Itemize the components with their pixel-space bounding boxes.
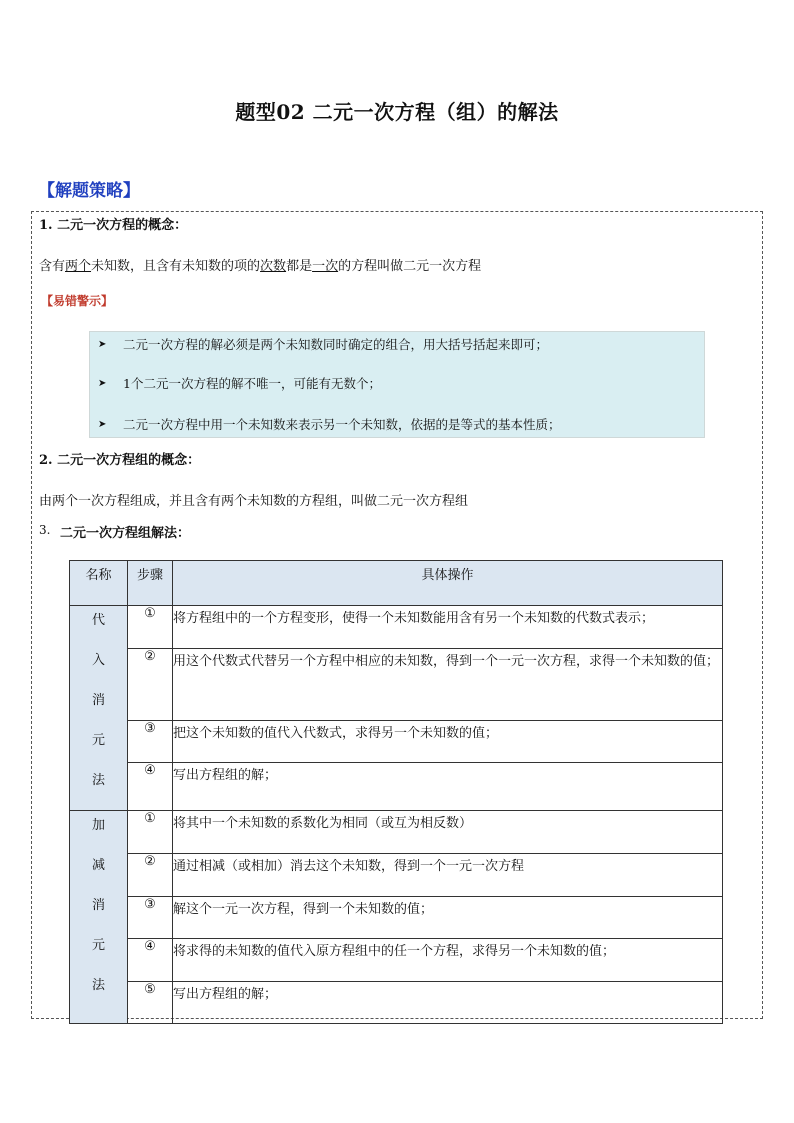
def-part-underlined: 次数 bbox=[260, 259, 287, 274]
step-number: ① bbox=[128, 606, 173, 649]
step-operation: 将求得的未知数的值代入原方程组中的任一个方程，求得另一个未知数的值； bbox=[173, 939, 723, 982]
arrow-bullet-icon: ➤ bbox=[98, 378, 107, 389]
step-number: ④ bbox=[128, 763, 173, 811]
note-text: 1个二元一次方程的解不唯一，可能有无数个； bbox=[123, 376, 381, 391]
header-step: 步骤 bbox=[128, 561, 173, 606]
methods-table bbox=[69, 560, 723, 1024]
table-row bbox=[70, 649, 723, 721]
arrow-bullet-icon: ➤ bbox=[98, 419, 107, 430]
arrow-bullet-icon: ➤ bbox=[98, 339, 107, 350]
warning-label: 【易错警示】 bbox=[41, 294, 114, 308]
def-part: 的方程叫做二元一次方程 bbox=[338, 259, 482, 274]
strategy-label: 【解题策略】 bbox=[38, 181, 140, 201]
step-operation: 将方程组中的一个方程变形，使得一个未知数能用含有另一个未知数的代数式表示； bbox=[173, 606, 723, 649]
section3-number: 3. bbox=[39, 523, 51, 537]
table-row bbox=[70, 721, 723, 763]
def-part-underlined: 两个 bbox=[65, 259, 92, 274]
step-operation: 把这个未知数的值代入代数式，求得另一个未知数的值； bbox=[173, 721, 723, 763]
step-operation: 写出方程组的解； bbox=[173, 982, 723, 1024]
def-part: 含有 bbox=[39, 259, 66, 274]
section3-heading: 二元一次方程组解法： bbox=[60, 526, 191, 541]
table-header-row bbox=[70, 561, 723, 606]
step-number: ② bbox=[128, 649, 173, 721]
section2-definition: 由两个一次方程组成，并且含有两个未知数的方程组，叫做二元一次方程组 bbox=[39, 494, 469, 509]
def-part: 都是 bbox=[286, 259, 313, 274]
table-row bbox=[70, 897, 723, 939]
page-title: 题型02 二元一次方程（组）的解法 bbox=[235, 100, 559, 124]
section1-definition bbox=[39, 255, 481, 274]
step-operation: 用这个代数式代替另一个方程中相应的未知数，得到一个一元一次方程，求得一个未知数的值； bbox=[173, 649, 723, 721]
section1-heading: 1. 二元一次方程的概念： bbox=[39, 218, 188, 233]
note-text: 二元一次方程中用一个未知数来表示另一个未知数，依据的是等式的基本性质； bbox=[123, 417, 561, 432]
step-number: ④ bbox=[128, 939, 173, 982]
def-part: 未知数，且含有未知数的项的 bbox=[91, 259, 261, 274]
table-row bbox=[70, 811, 723, 854]
warning-notes-box bbox=[89, 331, 705, 438]
table-row bbox=[70, 854, 723, 897]
step-operation: 通过相减（或相加）消去这个未知数，得到一个一元一次方程 bbox=[173, 854, 723, 897]
table-row bbox=[70, 763, 723, 811]
step-number: ③ bbox=[128, 897, 173, 939]
step-number: ① bbox=[128, 811, 173, 854]
table-row bbox=[70, 982, 723, 1024]
table-row bbox=[70, 939, 723, 982]
section2-heading: 2. 二元一次方程组的概念： bbox=[39, 453, 201, 468]
def-part-underlined: 一次 bbox=[312, 259, 339, 274]
step-operation: 解这个一元一次方程，得到一个未知数的值； bbox=[173, 897, 723, 939]
method-name-substitution: 代 入 消 元 法 bbox=[70, 606, 128, 811]
note-text: 二元一次方程的解必须是两个未知数同时确定的组合，用大括号括起来即可； bbox=[123, 337, 549, 352]
step-operation: 将其中一个未知数的系数化为相同（或互为相反数） bbox=[173, 811, 723, 854]
step-number: ③ bbox=[128, 721, 173, 763]
step-operation: 写出方程组的解； bbox=[173, 763, 723, 811]
method-name-elimination: 加 减 消 元 法 bbox=[70, 811, 128, 1024]
header-name: 名称 bbox=[70, 561, 128, 606]
header-operation: 具体操作 bbox=[173, 561, 723, 606]
step-number: ② bbox=[128, 854, 173, 897]
table-row bbox=[70, 606, 723, 649]
step-number: ⑤ bbox=[128, 982, 173, 1024]
